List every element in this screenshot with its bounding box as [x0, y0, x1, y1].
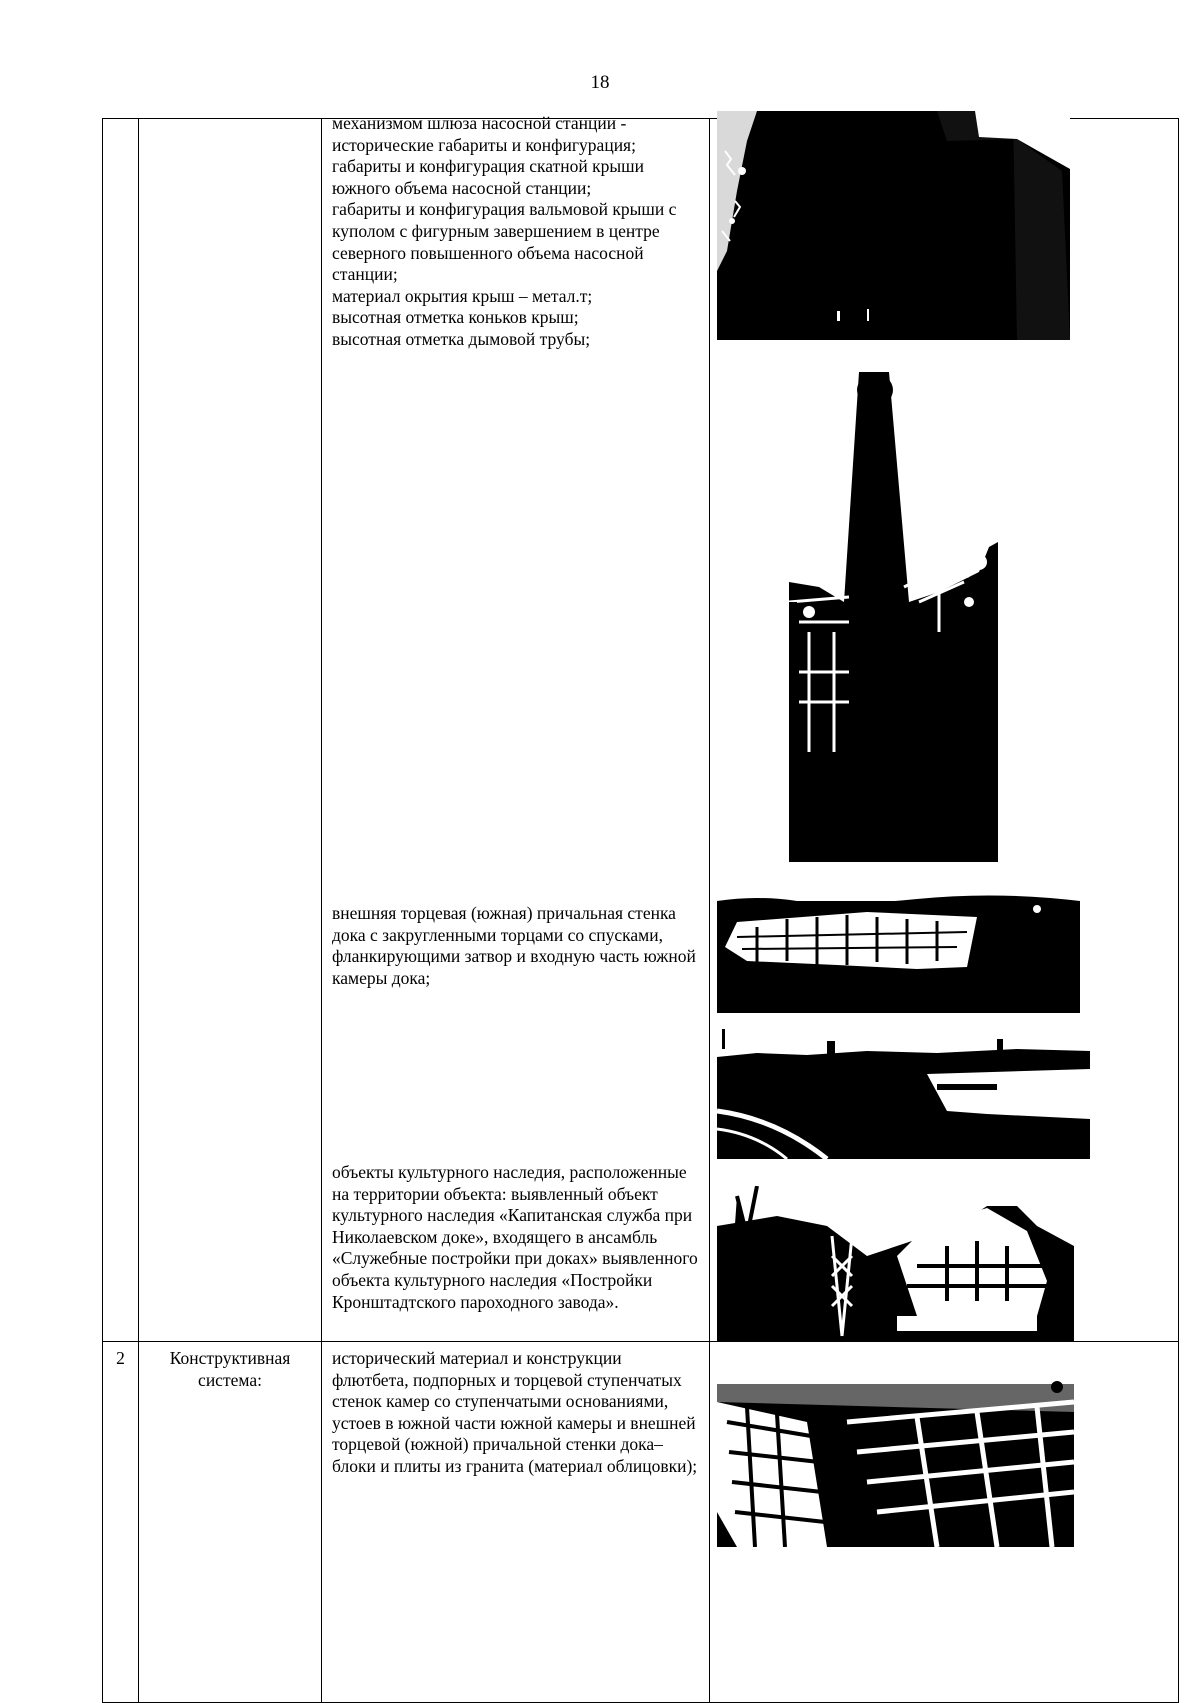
- row-2-name: Конструктивная система:: [169, 1348, 291, 1390]
- chimney-photo: [789, 372, 998, 862]
- row-1-text-heritage-objects: объекты культурного наследия, расположенные на территории объекта: выявленный объект культурного наследия «Капитанская служба при Николаевском доке», входящего в ансамбль «Служебные постройки при доках» выявленного объекта культурного наследия «Постройки Кронштадтского пароходного завода».: [332, 1162, 698, 1312]
- characteristics-table: [102, 113, 1179, 1703]
- pump-station-roof-photo: [717, 111, 1070, 340]
- south-wall-photo: [717, 887, 1080, 1013]
- column-divider: [138, 119, 139, 1702]
- page-number: 18: [590, 72, 610, 93]
- dock-chamber-photo: [717, 1029, 1090, 1159]
- column-divider: [709, 119, 710, 1702]
- captains-service-building-photo: [717, 1186, 1074, 1341]
- row-1-text-south-wall: внешняя торцевая (южная) причальная стенка дока с закругленными торцами со спусками, фланкирующими затвор и входную часть южной камеры дока;: [332, 903, 696, 988]
- row-1-text-roofs: механизмом шлюза насосной станции - исторические габариты и конфигурация; габариты и конфигурация скатной крыши южного объема насосной станции; габариты и конфигурация вальмовой крыши с куполом с фигурным завершением в центре северного повышенного объема насосной станции; материал окрытия крыш – метал.т; высотная отметка коньков крыш; высотная отметка дымовой трубы;: [332, 113, 677, 349]
- row-2-text-materials: исторический материал и конструкции флютбета, подпорных и торцевой ступенчатых стенок камер со ступенчатыми основаниями, устоев в южной части южной камеры и внешней торцевой (южной) причальной стенки дока– блоки и плиты из гранита (материал облицовки);: [332, 1348, 698, 1476]
- granite-chamber-walls-photo: [717, 1362, 1074, 1547]
- row-2-number: 2: [116, 1348, 125, 1368]
- row-divider: [103, 1341, 1178, 1342]
- column-divider: [321, 119, 322, 1702]
